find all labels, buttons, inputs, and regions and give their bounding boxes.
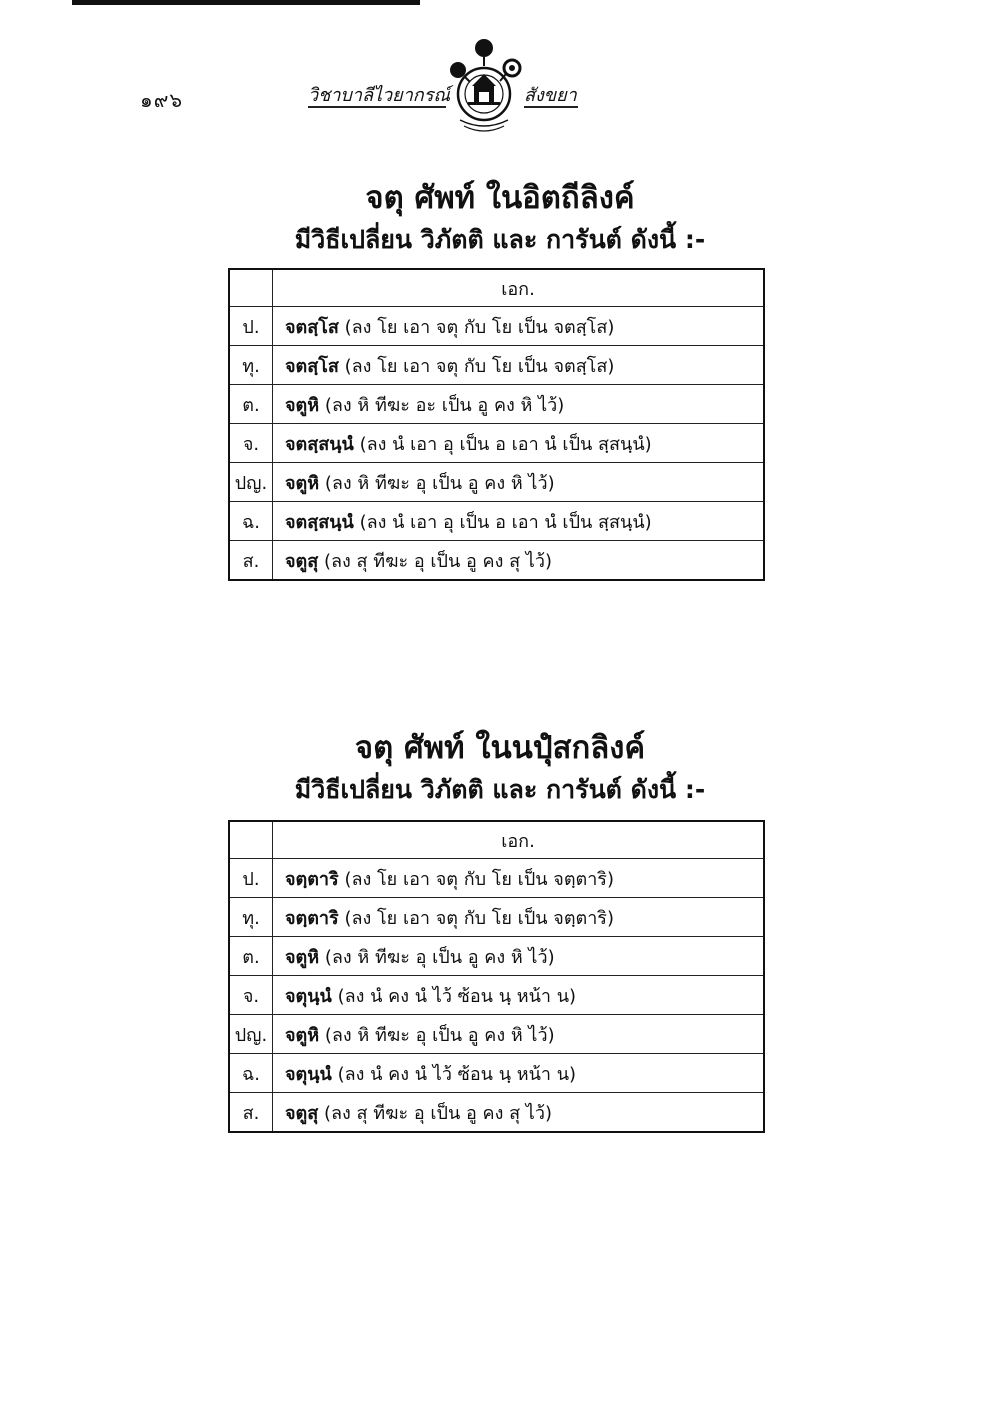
table-row	[229, 541, 764, 581]
form-cell	[273, 346, 765, 385]
form-note: (ลง สุ ทีฆะ อุ เป็น อู คง สุ ไว้)	[323, 550, 552, 572]
case-label: ต.	[229, 385, 273, 424]
header-number-label: เอก.	[273, 269, 765, 307]
declension-table-feminine	[228, 268, 765, 581]
case-label: ส.	[229, 541, 273, 581]
form-note: (ลง โย เอา จตุ กับ โย เป็น จตฺตาริ)	[344, 868, 614, 890]
table-row	[229, 898, 764, 937]
case-label: ป.	[229, 307, 273, 346]
table-row	[229, 937, 764, 976]
form-cell	[273, 502, 765, 541]
declension-table-neuter	[228, 820, 765, 1133]
form-word: จตสฺสนฺนํ	[285, 433, 354, 455]
table-row	[229, 502, 764, 541]
case-label: ฉ.	[229, 502, 273, 541]
header-underline-left	[308, 106, 446, 108]
form-note: (ลง หิ ทีฆะ อะ เป็น อู คง หิ ไว้)	[324, 394, 565, 416]
form-note: (ลง นํ เอา อุ เป็น อ เอา นํ เป็น สฺสนฺนํ)	[359, 433, 652, 455]
institution-emblem-icon	[438, 36, 530, 138]
table-row	[229, 1093, 764, 1133]
case-label: ฉ.	[229, 1054, 273, 1093]
form-note: (ลง นํ คง นํ ไว้ ซ้อน นฺ หน้า น)	[337, 1063, 577, 1085]
table-row	[229, 385, 764, 424]
page-number: ๑๙๖	[140, 88, 184, 112]
header-number-label: เอก.	[273, 821, 765, 859]
form-word: จตฺตาริ	[285, 868, 339, 890]
case-label: ทุ.	[229, 898, 273, 937]
form-cell	[273, 541, 765, 581]
case-label: จ.	[229, 976, 273, 1015]
form-cell	[273, 424, 765, 463]
section-subtitle-feminine: มีวิธีเปลี่ยน วิภัตติ และ การันต์ ดังนี้ :-	[294, 225, 706, 254]
table-row	[229, 424, 764, 463]
form-note: (ลง โย เอา จตุ กับ โย เป็น จตสฺโส)	[344, 316, 615, 338]
table-row	[229, 463, 764, 502]
case-label: ปญ.	[229, 463, 273, 502]
form-note: (ลง หิ ทีฆะ อุ เป็น อู คง หิ ไว้)	[324, 472, 555, 494]
form-note: (ลง หิ ทีฆะ อุ เป็น อู คง หิ ไว้)	[324, 1024, 555, 1046]
running-header-subject: วิชาบาลีไวยากรณ์	[308, 85, 451, 106]
form-cell	[273, 1093, 765, 1133]
case-label: ปญ.	[229, 1015, 273, 1054]
form-cell	[273, 385, 765, 424]
case-label: จ.	[229, 424, 273, 463]
table-row	[229, 307, 764, 346]
form-word: จตูหิ	[285, 394, 320, 416]
form-word: จตูหิ	[285, 946, 320, 968]
section-subtitle-neuter: มีวิธีเปลี่ยน วิภัตติ และ การันต์ ดังนี้ :-	[294, 775, 706, 804]
section-title-feminine: จตุ ศัพท์ ในอิตถีลิงค์	[365, 180, 635, 216]
form-word: จตูสุ	[285, 1102, 319, 1124]
form-note: (ลง โย เอา จตุ กับ โย เป็น จตฺตาริ)	[344, 907, 614, 929]
form-word: จตสฺโส	[285, 316, 339, 338]
form-word: จตุนฺนํ	[285, 1063, 332, 1085]
form-cell	[273, 859, 765, 898]
case-label: ต.	[229, 937, 273, 976]
form-cell	[273, 1015, 765, 1054]
form-note: (ลง นํ คง นํ ไว้ ซ้อน นฺ หน้า น)	[337, 985, 577, 1007]
form-cell	[273, 976, 765, 1015]
table-row	[229, 1015, 764, 1054]
form-word: จตูหิ	[285, 1024, 320, 1046]
top-edge-bar	[72, 0, 420, 5]
header-underline-right	[524, 106, 578, 108]
case-label: ส.	[229, 1093, 273, 1133]
form-cell	[273, 463, 765, 502]
form-word: จตูสุ	[285, 550, 319, 572]
form-cell	[273, 898, 765, 937]
form-word: จตสฺสนฺนํ	[285, 511, 354, 533]
section-title-neuter: จตุ ศัพท์ ในนปุํสกลิงค์	[354, 730, 646, 766]
form-note: (ลง โย เอา จตุ กับ โย เป็น จตสฺโส)	[344, 355, 615, 377]
form-note: (ลง หิ ทีฆะ อุ เป็น อู คง หิ ไว้)	[324, 946, 555, 968]
form-note: (ลง นํ เอา อุ เป็น อ เอา นํ เป็น สฺสนฺนํ)	[359, 511, 652, 533]
form-note: (ลง สุ ทีฆะ อุ เป็น อู คง สุ ไว้)	[323, 1102, 552, 1124]
form-word: จตฺตาริ	[285, 907, 339, 929]
table-header-row	[229, 269, 764, 307]
header-blank-cell	[229, 269, 273, 307]
header-blank-cell	[229, 821, 273, 859]
form-word: จตูหิ	[285, 472, 320, 494]
table-row	[229, 1054, 764, 1093]
form-cell	[273, 1054, 765, 1093]
form-word: จตุนฺนํ	[285, 985, 332, 1007]
form-word: จตสฺโส	[285, 355, 339, 377]
table-row	[229, 346, 764, 385]
case-label: ป.	[229, 859, 273, 898]
running-header-topic: สังขยา	[524, 85, 577, 106]
table-header-row	[229, 821, 764, 859]
form-cell	[273, 307, 765, 346]
case-label: ทุ.	[229, 346, 273, 385]
table-row	[229, 859, 764, 898]
table-row	[229, 976, 764, 1015]
form-cell	[273, 937, 765, 976]
